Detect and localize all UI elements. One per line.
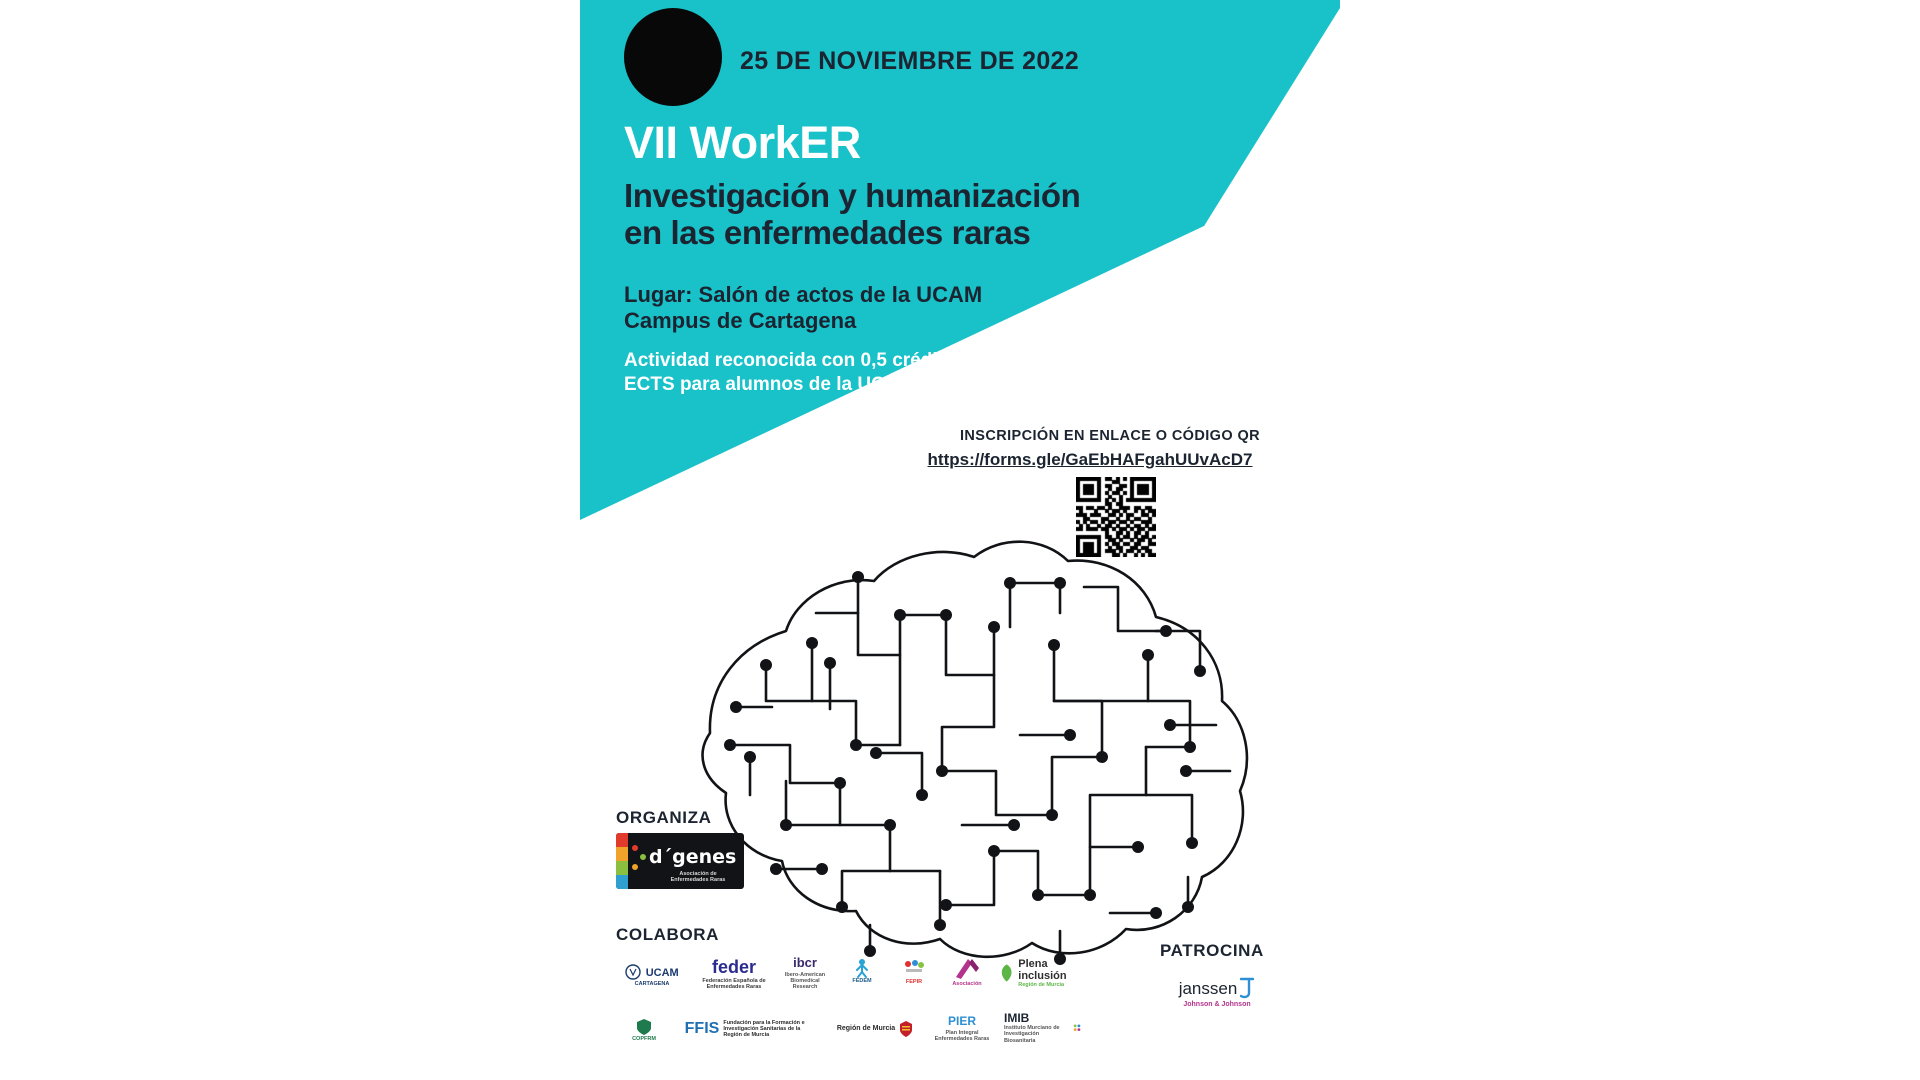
logo-ibcr-sub: Ibero-American Biomedical Research — [784, 971, 826, 989]
event-venue-line2: Campus de Cartagena — [624, 308, 857, 334]
dgenes-color-strip — [616, 833, 628, 889]
imib-dots-icon — [1073, 1020, 1082, 1036]
logo-pier[interactable] — [928, 1010, 996, 1044]
logo-janssen[interactable] — [1160, 968, 1274, 1018]
logo-ucam-sub: CARTAGENA — [634, 980, 670, 987]
logo-ucam-name: UCAM — [645, 966, 679, 979]
event-date: 25 DE NOVIEMBRE DE 2022 — [740, 47, 1079, 75]
poster-sheet — [580, 0, 1340, 1080]
event-subtitle — [624, 178, 1080, 252]
logo-copfrm[interactable] — [616, 1008, 672, 1052]
logo-fepir[interactable] — [892, 952, 936, 992]
logo-fedem[interactable] — [838, 950, 886, 992]
organizer-logo-dgenes[interactable] — [616, 833, 744, 889]
organiza-label: ORGANIZA — [616, 808, 712, 827]
logo-janssen-sub: Johnson & Johnson — [1183, 1000, 1251, 1008]
event-venue-line1: Lugar: Salón de actos de la UCAM — [624, 282, 983, 307]
janssen-swoosh-icon — [1239, 977, 1255, 999]
logo-feder[interactable] — [698, 957, 770, 991]
event-venue — [624, 282, 982, 335]
logo-ibcr-name: ibcr — [793, 955, 817, 970]
murcia-crest-icon — [899, 1021, 913, 1037]
logo-plena-name: Plena inclusión — [1018, 957, 1067, 982]
event-credits-line1: Actividad reconocida con 0,5 créditos — [624, 350, 967, 371]
plena-leaf-icon — [998, 962, 1015, 984]
patrocina-label: PATROCINA — [1160, 941, 1264, 960]
logo-feder-name: feder — [711, 957, 756, 977]
logo-plena-inclusion[interactable] — [998, 955, 1088, 991]
decorative-black-circle — [624, 8, 722, 106]
brain-circuit-illustration — [590, 495, 1330, 975]
fepir-figures-icon — [903, 959, 925, 979]
logo-imib-sub: Instituto Murciano de Investigación Biosanitaria — [1004, 1025, 1060, 1044]
logo-janssen-name: janssen — [1178, 979, 1238, 999]
dgenes-dots-icon — [632, 845, 646, 875]
organizer-tagline-line1: Asociación de — [679, 871, 717, 877]
inscription-label: INSCRIPCIÓN EN ENLACE O CÓDIGO QR — [960, 428, 1260, 444]
logo-asociacion[interactable] — [944, 952, 990, 990]
logo-pier-sub: Plan Integral Enfermedades Raras — [934, 1029, 990, 1042]
ucam-shield-icon — [625, 964, 641, 980]
page-title: VII WorkER — [624, 117, 861, 168]
fedem-person-icon — [852, 958, 872, 978]
logo-ucam[interactable] — [616, 957, 688, 993]
logo-imib-name: IMIB — [1004, 1010, 1030, 1025]
colabora-label: COLABORA — [616, 925, 720, 944]
event-subtitle-line1: Investigación y humanización — [624, 177, 1081, 214]
organizer-tagline-line2: Enfermedades Raras — [670, 877, 726, 884]
logo-plena-sub: Región de Murcia — [1018, 981, 1065, 988]
event-credits-line2: ECTS para alumnos de la UCAM — [624, 373, 915, 395]
asociacion-ribbon-icon — [952, 955, 982, 981]
logo-region-de-murcia[interactable] — [828, 1014, 922, 1044]
logo-fedem-name: FEDEM — [852, 977, 872, 984]
organizer-name: d´genes — [649, 846, 737, 868]
event-credits — [624, 349, 966, 397]
logo-ffis-sub: Fundación para la Formación e Investigación Sanitarias de la Región de Murcia — [723, 1019, 805, 1039]
organizer-tagline — [658, 871, 738, 884]
event-subtitle-line2: en las enfermedades raras — [624, 213, 1031, 251]
logo-asociacion-sub: Asociación — [952, 980, 982, 987]
logo-pier-name: PIER — [947, 1013, 976, 1028]
logo-ffis[interactable] — [680, 1010, 820, 1048]
brain-circuit-svg — [590, 495, 1330, 975]
inscription-link[interactable]: https://forms.gle/GaEbHAFgahUUvAcD7 — [927, 450, 1253, 469]
logo-fepir-name: FEPIR — [905, 978, 923, 985]
logo-ibcr[interactable] — [778, 955, 832, 989]
logo-feder-sub: Federación Española de Enfermedades Raras — [702, 977, 766, 990]
logo-ffis-name: FFIS — [684, 1020, 720, 1038]
copfrm-emblem-icon — [636, 1018, 652, 1036]
logo-imib[interactable] — [1004, 1008, 1082, 1048]
logo-copfrm-name: COPFRM — [632, 1035, 656, 1042]
logo-region-name: Región de Murcia — [836, 1024, 896, 1032]
